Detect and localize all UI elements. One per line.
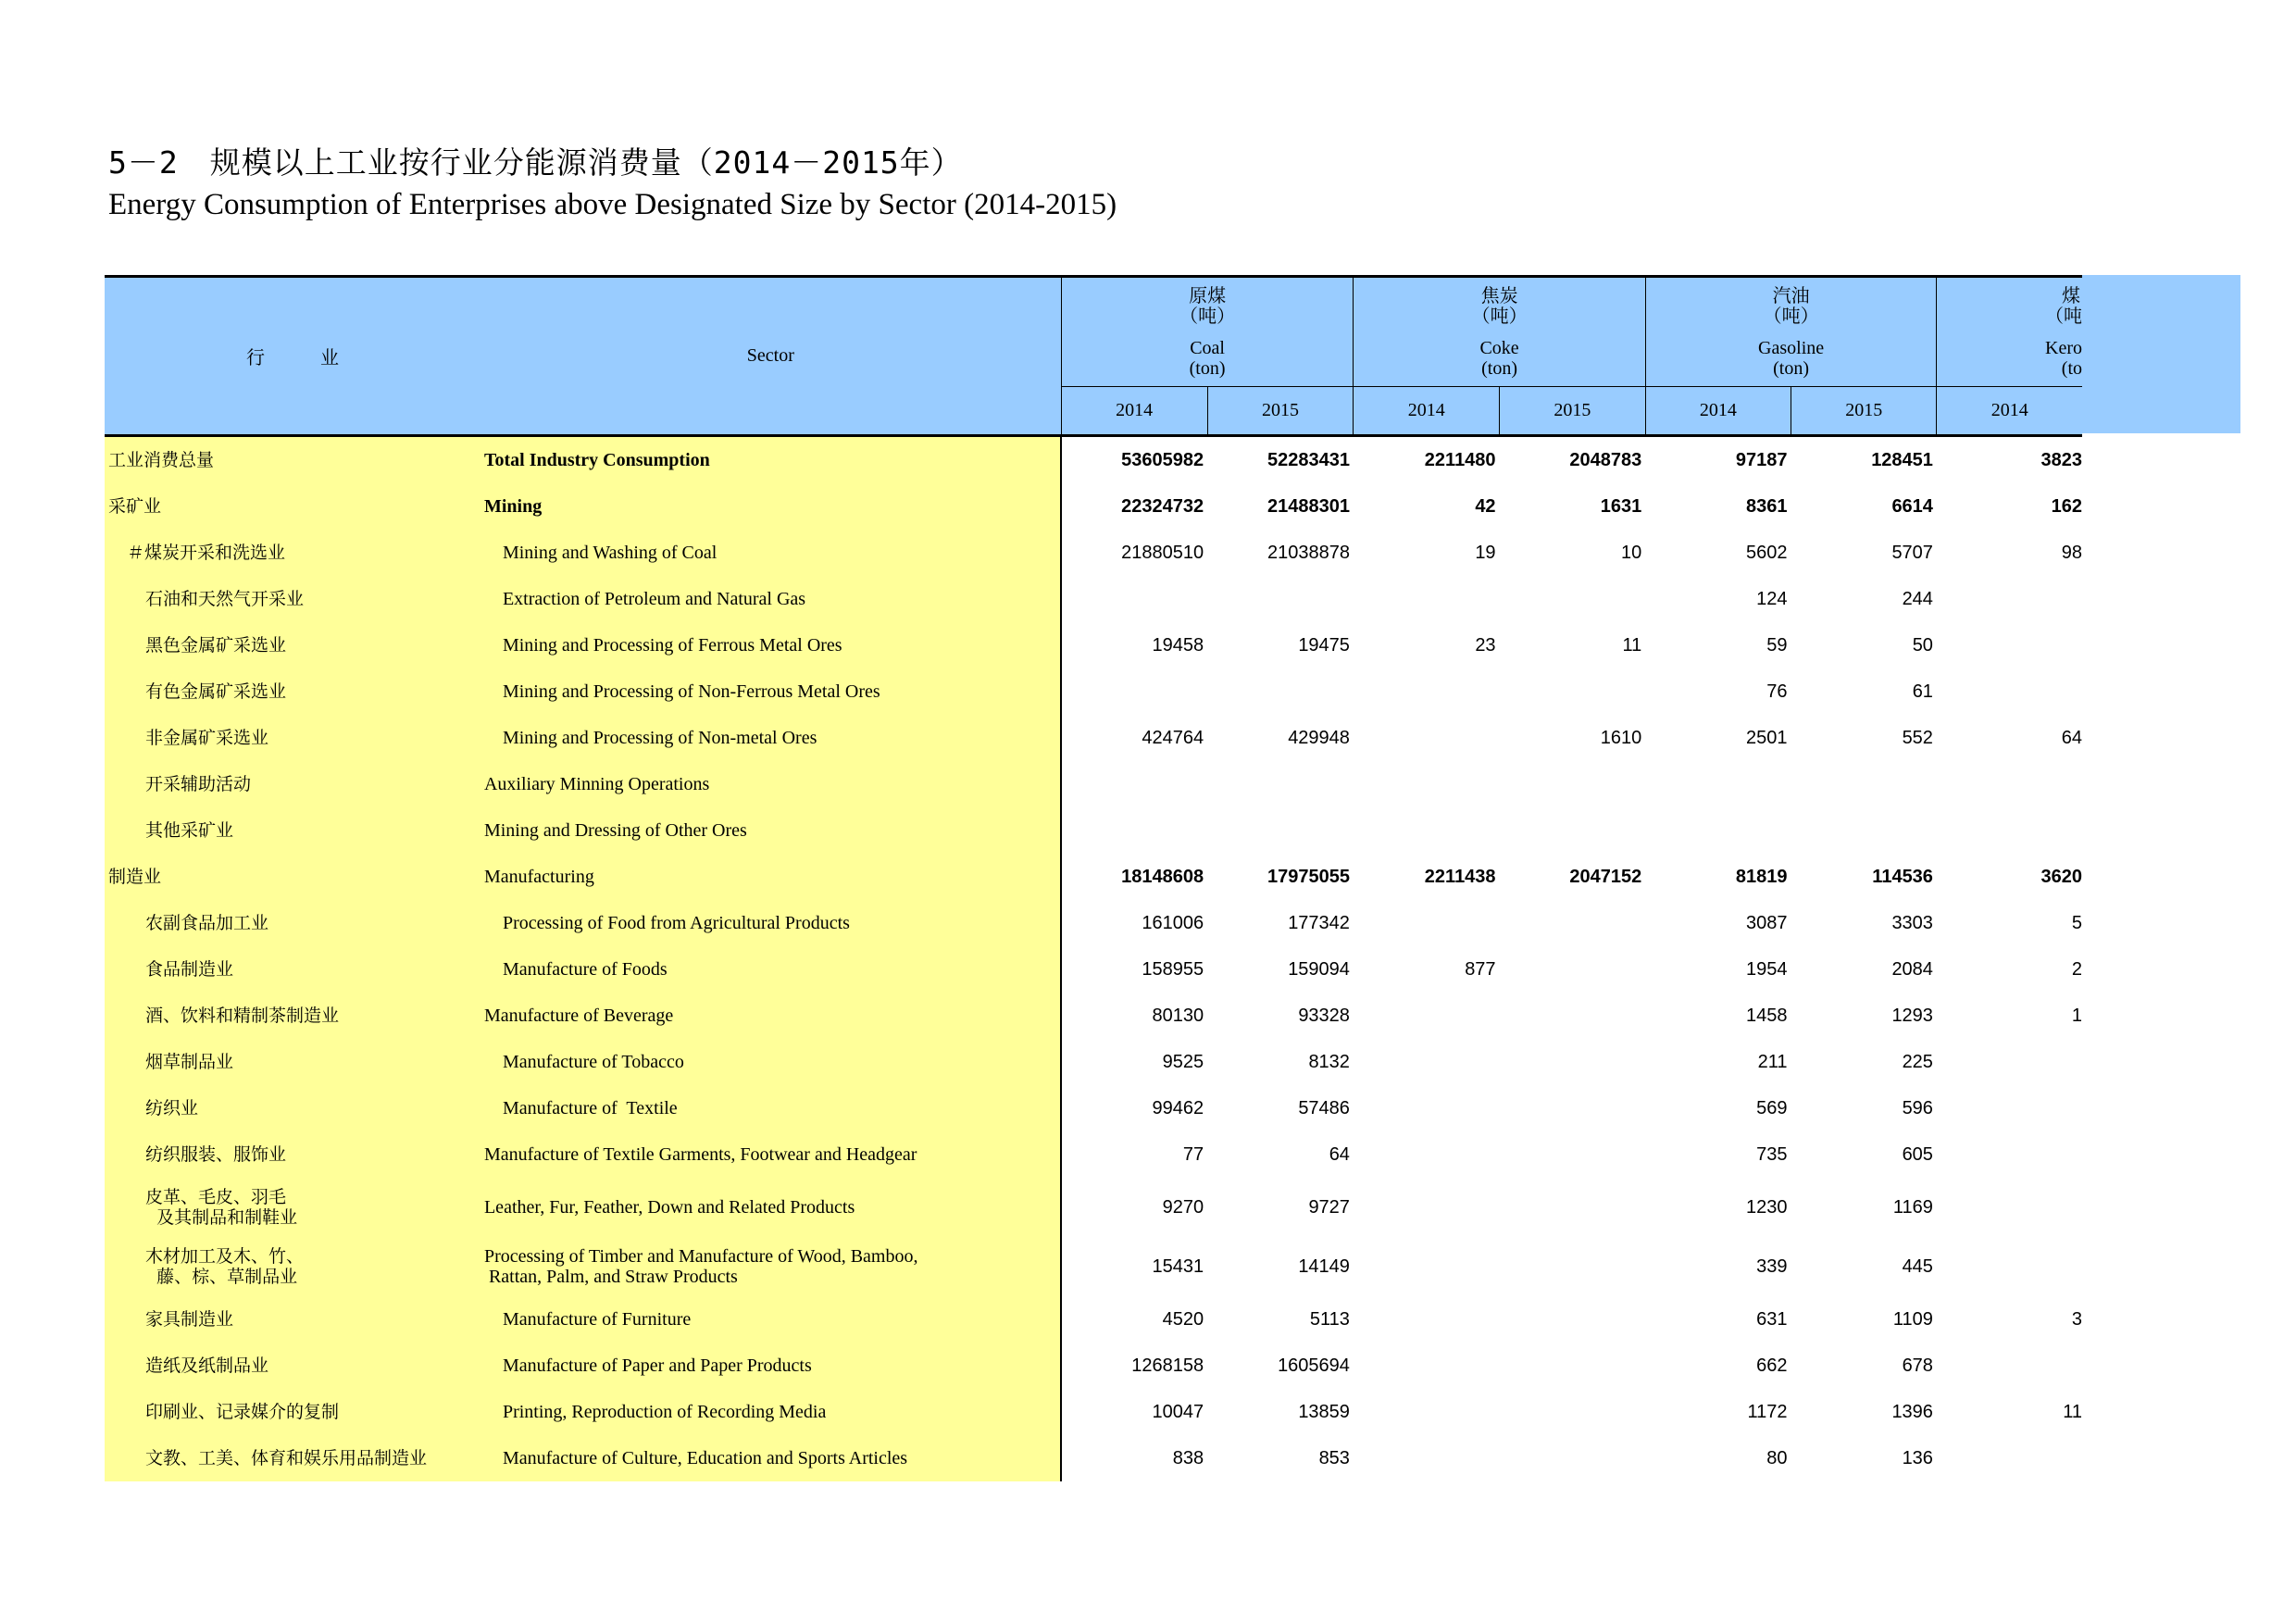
- value-cell: 52283431: [1207, 436, 1354, 484]
- sector-name-cn: [105, 668, 480, 715]
- sector-name-en: [480, 1389, 1061, 1435]
- table-row: [105, 1435, 2082, 1481]
- table-row: [105, 436, 2082, 484]
- value-cell: 80130: [1061, 993, 1207, 1039]
- value-cell: 2501: [1645, 715, 1791, 761]
- value-cell: 50: [1791, 622, 1936, 668]
- value-cell: [1354, 993, 1500, 1039]
- sector-name-en: [480, 1343, 1061, 1389]
- table-row: [105, 993, 2082, 1039]
- coal-unit-en: (ton): [1189, 357, 1226, 379]
- sector-name-en: [480, 1237, 1061, 1296]
- value-cell: 158955: [1061, 946, 1207, 993]
- value-cell: 1605694: [1207, 1343, 1354, 1389]
- value-cell: 93328: [1207, 993, 1354, 1039]
- table-row: [105, 1343, 2082, 1389]
- table-row: [105, 715, 2082, 761]
- sector-name-cn-text: 有色金属矿采选业: [145, 681, 287, 702]
- value-cell: [1500, 1343, 1646, 1389]
- sector-name-cn: [105, 1435, 480, 1481]
- value-cell: 114536: [1791, 854, 1936, 900]
- value-cell: [1207, 576, 1354, 622]
- sector-name-en-text: Mining and Washing of Coal: [502, 542, 718, 563]
- sector-name-en-text: Printing, Reproduction of Recording Media: [502, 1401, 827, 1422]
- value-cell: [1354, 900, 1500, 946]
- sector-en-header: Sector: [480, 277, 1061, 436]
- sector-cn-header: 行业: [105, 277, 480, 436]
- sector-name-cn-text: 黑色金属矿采选业: [145, 635, 287, 656]
- table-row: [105, 1389, 2082, 1435]
- value-cell: 3620: [1937, 854, 2082, 900]
- value-cell: 5113: [1207, 1296, 1354, 1343]
- value-cell: [1500, 1131, 1646, 1178]
- value-cell: 42: [1354, 483, 1500, 530]
- sector-name-en-text: Mining: [483, 495, 543, 517]
- value-cell: 877: [1354, 946, 1500, 993]
- coke-cn: 焦炭: [1480, 285, 1518, 306]
- sector-name-cn-text: 文教、工美、体育和娱乐用品制造业: [145, 1448, 428, 1468]
- value-cell: 23: [1354, 622, 1500, 668]
- sector-name-cn-text: 石油和天然气开采业: [145, 589, 305, 609]
- value-cell: 1268158: [1061, 1343, 1207, 1389]
- sector-name-en: [480, 854, 1061, 900]
- sector-name-en-text: Mining and Dressing of Other Ores: [483, 819, 747, 841]
- coal-unit-cn: （吨）: [1179, 306, 1236, 327]
- value-cell: [1937, 1039, 2082, 1085]
- sector-name-en: [480, 1039, 1061, 1085]
- value-cell: [1937, 761, 2082, 807]
- value-cell: [1791, 807, 1936, 854]
- table-row: [105, 576, 2082, 622]
- value-cell: 15431: [1061, 1237, 1207, 1296]
- table-row: [105, 622, 2082, 668]
- sector-name-cn-text: 开采辅助活动: [145, 774, 252, 794]
- value-cell: 1230: [1645, 1178, 1791, 1237]
- sector-name-cn: [105, 761, 480, 807]
- table-row: [105, 946, 2082, 993]
- sector-name-en: [480, 946, 1061, 993]
- sector-name-cn: [105, 436, 480, 484]
- value-cell: 19: [1354, 530, 1500, 576]
- sector-name-en: [480, 1296, 1061, 1343]
- sector-name-en-text: Auxiliary Minning Operations: [483, 773, 710, 794]
- value-cell: 1172: [1645, 1389, 1791, 1435]
- sector-name-en: [480, 576, 1061, 622]
- value-cell: 64: [1207, 1131, 1354, 1178]
- value-cell: 1631: [1500, 483, 1646, 530]
- value-cell: [1207, 668, 1354, 715]
- sector-name-cn-text: 烟草制品业: [145, 1052, 234, 1072]
- kerosene-unit-en: (to: [2061, 357, 2082, 379]
- value-cell: [1937, 576, 2082, 622]
- value-cell: 2211438: [1354, 854, 1500, 900]
- value-cell: [1937, 807, 2082, 854]
- value-cell: 99462: [1061, 1085, 1207, 1131]
- sector-name-en: [480, 900, 1061, 946]
- kerosene-cn: 煤: [2062, 285, 2080, 306]
- year-header: 2015: [1791, 387, 1936, 436]
- value-cell: 3303: [1791, 900, 1936, 946]
- table-row: [105, 854, 2082, 900]
- sector-name-cn: [105, 854, 480, 900]
- value-cell: [1354, 1085, 1500, 1131]
- value-cell: [1354, 1389, 1500, 1435]
- sector-name-cn: [105, 807, 480, 854]
- value-cell: 1169: [1791, 1178, 1936, 1237]
- year-header: 2014: [1354, 387, 1500, 436]
- value-cell: 5: [1937, 900, 2082, 946]
- value-cell: 2048783: [1500, 436, 1646, 484]
- sector-name-en: [480, 1435, 1061, 1481]
- sector-name-cn: [105, 1389, 480, 1435]
- value-cell: 161006: [1061, 900, 1207, 946]
- value-cell: 22324732: [1061, 483, 1207, 530]
- sector-name-en-text: Manufacture of Culture, Education and Sports Articles: [502, 1447, 908, 1468]
- value-cell: [1354, 1296, 1500, 1343]
- value-cell: 10: [1500, 530, 1646, 576]
- value-cell: 159094: [1207, 946, 1354, 993]
- value-cell: [1500, 1085, 1646, 1131]
- value-cell: [1500, 576, 1646, 622]
- value-cell: 77: [1061, 1131, 1207, 1178]
- coke-en: Coke: [1479, 337, 1519, 358]
- value-cell: 162: [1937, 483, 2082, 530]
- sector-name-en: [480, 530, 1061, 576]
- sector-name-cn-text: 家具制造业: [145, 1309, 234, 1330]
- value-cell: [1500, 1039, 1646, 1085]
- value-cell: [1937, 622, 2082, 668]
- value-cell: 21880510: [1061, 530, 1207, 576]
- value-cell: 1610: [1500, 715, 1646, 761]
- value-cell: 19458: [1061, 622, 1207, 668]
- value-cell: 177342: [1207, 900, 1354, 946]
- value-cell: 9525: [1061, 1039, 1207, 1085]
- sector-name-en: [480, 483, 1061, 530]
- value-cell: 4520: [1061, 1296, 1207, 1343]
- sector-name-cn-text: ＃煤炭开采和洗选业: [127, 543, 286, 563]
- sector-name-cn-text: 皮革、毛皮、羽毛 及其制品和制鞋业: [145, 1187, 298, 1228]
- value-cell: [1500, 761, 1646, 807]
- value-cell: 1458: [1645, 993, 1791, 1039]
- value-cell: [1500, 946, 1646, 993]
- value-cell: [1354, 1435, 1500, 1481]
- sector-name-cn: [105, 1343, 480, 1389]
- value-cell: 225: [1791, 1039, 1936, 1085]
- value-cell: [1645, 761, 1791, 807]
- value-cell: 81819: [1645, 854, 1791, 900]
- sector-name-en-text: Manufacture of Textile: [502, 1097, 678, 1118]
- gasoline-unit-en: (ton): [1773, 357, 1810, 379]
- value-cell: [1500, 1389, 1646, 1435]
- sector-name-en-text: Manufacture of Furniture: [502, 1308, 692, 1330]
- coal-cn: 原煤: [1189, 285, 1227, 306]
- value-cell: 662: [1645, 1343, 1791, 1389]
- sector-name-en: [480, 622, 1061, 668]
- coke-unit-cn: （吨）: [1471, 306, 1528, 327]
- value-cell: [1061, 576, 1207, 622]
- value-cell: 244: [1791, 576, 1936, 622]
- table-row: [105, 1085, 2082, 1131]
- value-cell: 136: [1791, 1435, 1936, 1481]
- value-cell: [1207, 807, 1354, 854]
- value-cell: [1500, 993, 1646, 1039]
- value-cell: [1500, 668, 1646, 715]
- value-cell: 445: [1791, 1237, 1936, 1296]
- sector-name-cn: [105, 1039, 480, 1085]
- sector-name-en-text: Extraction of Petroleum and Natural Gas: [502, 588, 806, 609]
- value-cell: [1207, 761, 1354, 807]
- value-cell: 678: [1791, 1343, 1936, 1389]
- value-cell: [1354, 1237, 1500, 1296]
- sector-name-en-text: Leather, Fur, Feather, Down and Related Products: [483, 1196, 855, 1218]
- sector-name-en: [480, 1178, 1061, 1237]
- gasoline-unit-cn: （吨）: [1763, 306, 1819, 327]
- sector-name-cn-text: 木材加工及木、竹、 藤、棕、草制品业: [145, 1246, 305, 1287]
- kerosene-en: Kero: [2045, 337, 2082, 358]
- sector-name-en: [480, 668, 1061, 715]
- value-cell: 2084: [1791, 946, 1936, 993]
- value-cell: 97187: [1645, 436, 1791, 484]
- sector-name-en: [480, 807, 1061, 854]
- value-cell: [1645, 807, 1791, 854]
- sector-name-en: [480, 436, 1061, 484]
- value-cell: 14149: [1207, 1237, 1354, 1296]
- sector-name-en-text: Manufacture of Paper and Paper Products: [502, 1355, 812, 1376]
- sector-name-en-text: Manufacturing: [483, 866, 594, 887]
- value-cell: 631: [1645, 1296, 1791, 1343]
- sector-name-en-text: Manufacture of Textile Garments, Footwear and Headgear: [483, 1143, 917, 1165]
- value-cell: 21038878: [1207, 530, 1354, 576]
- year-header: 2014: [1937, 387, 2082, 436]
- value-cell: [1500, 1435, 1646, 1481]
- value-cell: 53605982: [1061, 436, 1207, 484]
- table-row: [105, 900, 2082, 946]
- kerosene-unit-cn: （吨: [2045, 306, 2082, 327]
- value-cell: 2211480: [1354, 436, 1500, 484]
- value-cell: 18148608: [1061, 854, 1207, 900]
- value-cell: 61: [1791, 668, 1936, 715]
- sector-name-cn-text: 造纸及纸制品业: [145, 1355, 269, 1376]
- value-cell: [1354, 576, 1500, 622]
- kerosene-header: [1937, 277, 2082, 387]
- value-cell: [1500, 1296, 1646, 1343]
- value-cell: 10047: [1061, 1389, 1207, 1435]
- value-cell: [1061, 761, 1207, 807]
- value-cell: [1791, 761, 1936, 807]
- value-cell: [1937, 1435, 2082, 1481]
- coal-en: Coal: [1190, 337, 1225, 358]
- value-cell: 1954: [1645, 946, 1791, 993]
- coal-header: [1061, 277, 1354, 387]
- value-cell: 5602: [1645, 530, 1791, 576]
- value-cell: 853: [1207, 1435, 1354, 1481]
- value-cell: [1937, 1178, 2082, 1237]
- value-cell: [1354, 1039, 1500, 1085]
- sector-name-en-text: Processing of Timber and Manufacture of Wood, Bamboo, Rattan, Palm, and Straw Products: [483, 1245, 918, 1287]
- value-cell: 2047152: [1500, 854, 1646, 900]
- value-cell: 605: [1791, 1131, 1936, 1178]
- table-row: [105, 1131, 2082, 1178]
- value-cell: 1: [1937, 993, 2082, 1039]
- value-cell: 13859: [1207, 1389, 1354, 1435]
- sector-name-cn: [105, 483, 480, 530]
- value-cell: 21488301: [1207, 483, 1354, 530]
- value-cell: [1354, 715, 1500, 761]
- value-cell: 5707: [1791, 530, 1936, 576]
- sector-name-en-text: Total Industry Consumption: [483, 449, 710, 470]
- value-cell: [1354, 807, 1500, 854]
- table-header: [105, 277, 2082, 436]
- sector-name-en-text: Processing of Food from Agricultural Products: [502, 912, 850, 933]
- sector-name-cn: [105, 1178, 480, 1237]
- value-cell: [1354, 761, 1500, 807]
- sector-name-cn-text: 食品制造业: [145, 959, 234, 980]
- table-body: [105, 436, 2082, 1482]
- sector-name-cn-text: 采矿业: [108, 496, 162, 517]
- sector-name-en-text: Manufacture of Tobacco: [502, 1051, 684, 1072]
- value-cell: 596: [1791, 1085, 1936, 1131]
- sector-name-cn: [105, 1296, 480, 1343]
- sector-name-en: [480, 1085, 1061, 1131]
- value-cell: 569: [1645, 1085, 1791, 1131]
- energy-table-wrap: [105, 275, 2082, 1481]
- year-header: 2015: [1207, 387, 1354, 436]
- sector-name-cn-text: 制造业: [108, 867, 162, 887]
- value-cell: 552: [1791, 715, 1936, 761]
- value-cell: [1354, 1178, 1500, 1237]
- table-row: [105, 483, 2082, 530]
- value-cell: 19475: [1207, 622, 1354, 668]
- sector-name-cn: [105, 1237, 480, 1296]
- value-cell: 9270: [1061, 1178, 1207, 1237]
- value-cell: [1354, 668, 1500, 715]
- year-header: 2014: [1061, 387, 1207, 436]
- value-cell: 2: [1937, 946, 2082, 993]
- sector-name-cn: [105, 715, 480, 761]
- table-row: [105, 1039, 2082, 1085]
- sector-name-cn: [105, 1131, 480, 1178]
- table-row: [105, 1178, 2082, 1237]
- value-cell: 1396: [1791, 1389, 1936, 1435]
- value-cell: 8361: [1645, 483, 1791, 530]
- gasoline-header: [1645, 277, 1937, 387]
- coke-header: [1354, 277, 1645, 387]
- page-title-cn: 5－2 规模以上工业按行业分能源消费量（2014－2015年）: [108, 144, 963, 181]
- table-row: [105, 1296, 2082, 1343]
- sector-name-en: [480, 715, 1061, 761]
- value-cell: [1354, 1343, 1500, 1389]
- value-cell: 339: [1645, 1237, 1791, 1296]
- value-cell: 8132: [1207, 1039, 1354, 1085]
- sector-name-cn-text: 其他采矿业: [145, 820, 234, 841]
- sector-name-cn: [105, 576, 480, 622]
- year-header: 2015: [1500, 387, 1646, 436]
- value-cell: 11: [1500, 622, 1646, 668]
- sector-name-cn: [105, 622, 480, 668]
- value-cell: [1500, 900, 1646, 946]
- value-cell: 3087: [1645, 900, 1791, 946]
- page-title-en: Energy Consumption of Enterprises above Designated Size by Sector (2014-2015): [108, 188, 1117, 221]
- value-cell: [1500, 1237, 1646, 1296]
- value-cell: 98: [1937, 530, 2082, 576]
- sector-name-en-text: Manufacture of Foods: [502, 958, 668, 980]
- value-cell: [1937, 668, 2082, 715]
- sector-name-en-text: Manufacture of Beverage: [483, 1005, 674, 1026]
- sector-name-cn: [105, 1085, 480, 1131]
- sector-name-en-text: Mining and Processing of Ferrous Metal Ores: [502, 634, 842, 656]
- gasoline-en: Gasoline: [1758, 337, 1825, 358]
- value-cell: [1937, 1237, 2082, 1296]
- value-cell: [1937, 1343, 2082, 1389]
- value-cell: 57486: [1207, 1085, 1354, 1131]
- value-cell: 64: [1937, 715, 2082, 761]
- value-cell: [1354, 1131, 1500, 1178]
- value-cell: [1500, 807, 1646, 854]
- value-cell: [1500, 1178, 1646, 1237]
- table-row: [105, 1237, 2082, 1296]
- sector-name-cn-text: 纺织业: [145, 1098, 199, 1118]
- value-cell: 838: [1061, 1435, 1207, 1481]
- value-cell: 3: [1937, 1296, 2082, 1343]
- value-cell: 80: [1645, 1435, 1791, 1481]
- value-cell: 424764: [1061, 715, 1207, 761]
- value-cell: 9727: [1207, 1178, 1354, 1237]
- sector-name-cn-text: 纺织服装、服饰业: [145, 1144, 287, 1165]
- value-cell: [1061, 668, 1207, 715]
- value-cell: [1061, 807, 1207, 854]
- sector-name-en-text: Mining and Processing of Non-Ferrous Metal Ores: [502, 681, 880, 702]
- value-cell: 17975055: [1207, 854, 1354, 900]
- sector-name-en: [480, 1131, 1061, 1178]
- value-cell: 6614: [1791, 483, 1936, 530]
- sector-name-cn-text: 工业消费总量: [108, 450, 215, 470]
- sector-name-en-text: Mining and Processing of Non-metal Ores: [502, 727, 817, 748]
- table-row: [105, 530, 2082, 576]
- sector-name-cn: [105, 530, 480, 576]
- gasoline-cn: 汽油: [1772, 285, 1810, 306]
- value-cell: 128451: [1791, 436, 1936, 484]
- sector-name-cn-text: 印刷业、记录媒介的复制: [145, 1402, 340, 1422]
- table-row: [105, 761, 2082, 807]
- value-cell: 429948: [1207, 715, 1354, 761]
- table-row: [105, 807, 2082, 854]
- value-cell: 3823: [1937, 436, 2082, 484]
- sector-name-cn: [105, 946, 480, 993]
- coke-unit-en: (ton): [1481, 357, 1518, 379]
- value-cell: 76: [1645, 668, 1791, 715]
- sector-name-cn: [105, 993, 480, 1039]
- sector-name-cn: [105, 900, 480, 946]
- year-header: 2014: [1645, 387, 1791, 436]
- value-cell: 211: [1645, 1039, 1791, 1085]
- value-cell: 1109: [1791, 1296, 1936, 1343]
- value-cell: 735: [1645, 1131, 1791, 1178]
- sector-name-cn-text: 非金属矿采选业: [145, 728, 269, 748]
- table-row: [105, 668, 2082, 715]
- sector-name-cn-text: 农副食品加工业: [145, 913, 269, 933]
- sector-name-cn-text: 酒、饮料和精制茶制造业: [145, 1006, 340, 1026]
- sector-name-en: [480, 993, 1061, 1039]
- value-cell: 59: [1645, 622, 1791, 668]
- value-cell: [1937, 1085, 2082, 1131]
- energy-consumption-table: [105, 275, 2082, 1481]
- value-cell: 124: [1645, 576, 1791, 622]
- value-cell: 1293: [1791, 993, 1936, 1039]
- value-cell: 11: [1937, 1389, 2082, 1435]
- sector-name-en: [480, 761, 1061, 807]
- value-cell: [1937, 1131, 2082, 1178]
